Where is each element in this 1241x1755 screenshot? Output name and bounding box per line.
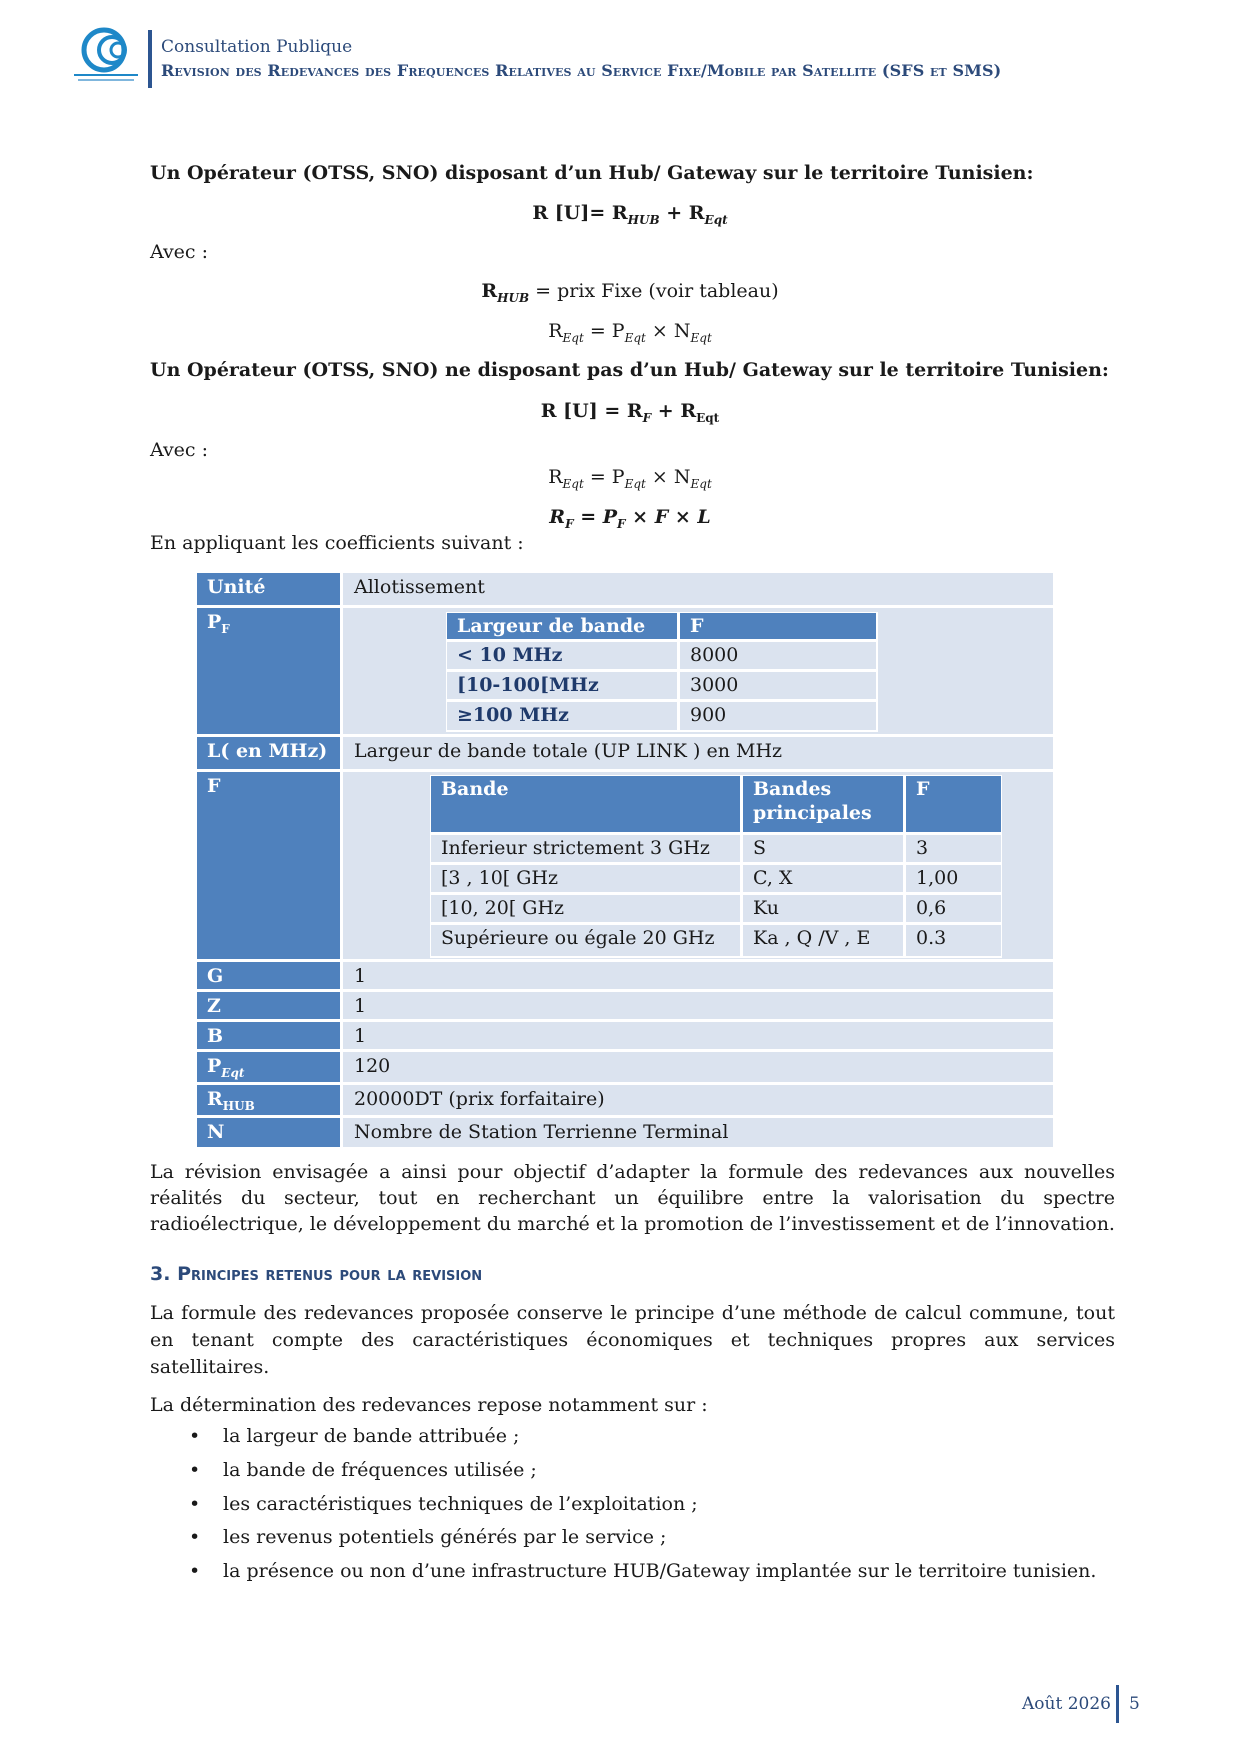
f-header-band: Bande: [431, 776, 740, 832]
label-n: N: [197, 1118, 340, 1147]
row-l: [197, 737, 1053, 769]
header-subtitle: Revision des Redevances des Frequences Relatives au Service Fixe/Mobile par Satellite (SFS et SMS): [161, 61, 1002, 80]
formula-rhub: $R_{HUB}$ = prix Fixe (voir tableau): [481, 280, 779, 305]
pf-header-bandwidth: Largeur de bande: [447, 613, 677, 639]
f-row3-value: 0,6: [906, 895, 1001, 922]
f-row1-main: S: [743, 835, 903, 862]
f-row3-band: [10, 20[ GHz: [431, 895, 740, 922]
bullet-dot: •: [189, 1560, 201, 1582]
header-divider: [148, 30, 152, 88]
pf-row2-value: 3000: [680, 672, 876, 699]
f-row3-main: Ku: [743, 895, 903, 922]
header-title: Consultation Publique: [161, 37, 353, 57]
page-number: 5: [1129, 1694, 1140, 1714]
formula-ru-nohub: R $[U] = R_F + R_{Eqt}$: [540, 400, 720, 425]
label-rhub: $R_{HUB}$: [197, 1085, 340, 1115]
f-row2-main: C, X: [743, 865, 903, 892]
value-rhub: 20000DT (prix forfaitaire): [343, 1085, 1053, 1115]
value-unite: Allotissement: [343, 573, 1053, 605]
list-item: les revenus potentiels générés par le service ;: [223, 1526, 667, 1548]
f-row2-value: 1,00: [906, 865, 1001, 892]
pf-row3-value: 900: [680, 702, 876, 730]
row-f: [197, 772, 1053, 959]
formula-rf: $R_F = P_F \times F \times L$: [549, 506, 711, 531]
value-peqt: 120: [343, 1052, 1053, 1082]
bullet-dot: •: [189, 1425, 201, 1447]
row-g: [197, 962, 1053, 989]
footer-date: Août 2026: [1022, 1694, 1111, 1714]
pf-header-f: F: [680, 613, 876, 639]
formula-reqt-2: $R_{Eqt} = P_{Eqt} \times N_{Eqt}$: [548, 466, 712, 491]
value-g: 1: [343, 962, 1053, 989]
bullet-dot: •: [189, 1493, 201, 1515]
label-f: F: [197, 772, 340, 959]
value-z: 1: [343, 992, 1053, 1019]
operator-hub-heading: Un Opérateur (OTSS, SNO) disposant d’un Hub/ Gateway sur le territoire Tunisien:: [150, 162, 1034, 184]
f-row4-value: 0.3: [906, 925, 1001, 956]
formula-reqt: $R_{Eqt} = P_{Eqt} \times N_{Eqt}$: [548, 320, 712, 345]
row-n: [197, 1118, 1053, 1147]
pf-row1-value: 8000: [680, 642, 876, 669]
value-n: Nombre de Station Terrienne Terminal: [343, 1118, 1053, 1147]
f-header-f: F: [906, 776, 1001, 832]
pf-row1-band: < 10 MHz: [447, 642, 677, 669]
f-row4-band: Supérieure ou égale 20 GHz: [431, 925, 740, 956]
f-row4-main: Ka , Q /V , E: [743, 925, 903, 956]
label-unite: Unité: [197, 573, 340, 605]
row-pf: [197, 608, 1053, 734]
operator-nohub-heading: Un Opérateur (OTSS, SNO) ne disposant pas d’un Hub/ Gateway sur le territoire Tunisien:: [150, 359, 1109, 381]
determination-intro: La détermination des redevances repose notamment sur :: [150, 1394, 708, 1416]
agency-logo: [68, 26, 146, 86]
label-peqt: $P_{Eqt}$: [197, 1052, 340, 1082]
coefficients-intro: En appliquant les coefficients suivant :: [150, 532, 524, 554]
f-row1-value: 3: [906, 835, 1001, 862]
row-peqt: [197, 1052, 1053, 1082]
f-row1-band: Inferieur strictement 3 GHz: [431, 835, 740, 862]
row-b: [197, 1022, 1053, 1049]
bullet-dot: •: [189, 1526, 201, 1548]
avec-label: Avec :: [150, 241, 209, 263]
pf-bandwidth-table: [446, 612, 878, 732]
bullet-dot: •: [189, 1459, 201, 1481]
list-item: la présence ou non d’une infrastructure HUB/Gateway implantée sur le territoire tunisien.: [223, 1560, 1097, 1582]
value-l: Largeur de bande totale (UP LINK ) en MHz: [343, 737, 1053, 769]
formula-ru-hub: R $[U]= R_{HUB} + R_{Eqt}$: [532, 202, 728, 227]
footer-divider: [1116, 1685, 1119, 1723]
row-unite: [197, 573, 1053, 605]
label-z: Z: [197, 992, 340, 1019]
row-z: [197, 992, 1053, 1019]
section-3-title: 3. Principes retenus pour la revision: [150, 1263, 483, 1285]
f-row2-band: [3 , 10[ GHz: [431, 865, 740, 892]
f-band-table: [430, 775, 1002, 958]
label-g: G: [197, 962, 340, 989]
row-rhub: [197, 1085, 1053, 1115]
label-pf: $P_F$: [197, 608, 340, 734]
list-item: les caractéristiques techniques de l’exploitation ;: [223, 1493, 698, 1515]
list-item: la bande de fréquences utilisée ;: [223, 1459, 537, 1481]
value-b: 1: [343, 1022, 1053, 1049]
revision-paragraph: La révision envisagée a ainsi pour objectif d’adapter la formule des redevances aux nouvelles réalités du secteur, tout en recherchant un équilibre entre la valorisation du spectre radioélectrique, le développement du marché et la promotion de l’investissement et de l’innovation.: [150, 1161, 1115, 1235]
f-header-main-bands: Bandes principales: [743, 776, 903, 832]
list-item: la largeur de bande attribuée ;: [223, 1425, 520, 1447]
label-b: B: [197, 1022, 340, 1049]
avec-label-2: Avec :: [150, 439, 209, 461]
label-l: L( en MHz): [197, 737, 340, 769]
pf-row2-band: [10-100[MHz: [447, 672, 677, 699]
pf-row3-band: ≥100 MHz: [447, 702, 677, 730]
formula-paragraph: La formule des redevances proposée conserve le principe d’une méthode de calcul commune, tout en tenant compte des caractéristiques économiques et techniques propres aux services satellitaires.: [150, 1302, 1115, 1378]
